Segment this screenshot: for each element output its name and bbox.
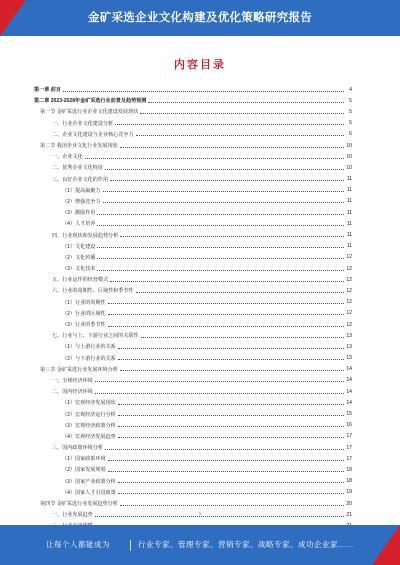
toc-entry-label: （3）激励作用	[62, 210, 96, 217]
toc-entry-label: （3）宏观经济政策分析	[62, 422, 116, 429]
toc-entry-page: 20	[346, 500, 352, 507]
toc-entry[interactable]	[34, 420, 352, 431]
toc-entry-label: 第一节 金矿采选行业企业文化建设发展现状	[40, 109, 139, 116]
toc-entry-page: 11	[346, 220, 352, 227]
toc-dot-leader	[141, 337, 344, 338]
toc-entry-label: （1）行业的周期性	[62, 299, 106, 306]
toc-entry[interactable]	[34, 386, 352, 397]
toc-dot-leader	[115, 124, 344, 125]
toc-entry[interactable]	[34, 106, 352, 117]
toc-dot-leader	[118, 404, 344, 405]
toc-entry-label: 一、行业企业文化建设分析	[52, 120, 114, 127]
toc-entry-label: （2）宏观经济运行分析	[62, 411, 116, 418]
toc-entry-page: 16	[346, 422, 352, 429]
toc-dot-leader	[140, 113, 344, 114]
toc-dot-leader	[108, 471, 344, 472]
footer-red-accent	[372, 525, 400, 565]
toc-dot-leader	[95, 381, 344, 382]
toc-entry-label: 四、行业现状和发展趋势分析	[52, 232, 119, 239]
toc-entry-page: 11	[346, 232, 352, 239]
toc-dot-leader	[108, 326, 344, 327]
toc-entry[interactable]	[34, 162, 352, 173]
toc-entry[interactable]	[34, 151, 352, 162]
toc-entry-label: （4）宏观经济发展趋势	[62, 433, 116, 440]
toc-entry-label: 一、企业文化	[52, 154, 83, 161]
toc-entry-label: 五、行业运作的经营模式	[52, 277, 109, 284]
toc-entry-label: （4）人才培养	[62, 221, 96, 228]
toc-entry-page: 14	[346, 366, 352, 373]
toc-entry-label: 一、全球经济环境	[52, 377, 93, 384]
toc-entry-page: 4	[349, 86, 352, 93]
toc-entry-label: （1）宏观经济发展现状	[62, 400, 116, 407]
toc-dot-leader	[110, 180, 344, 181]
page-number: 1	[198, 511, 202, 516]
toc-entry[interactable]	[34, 308, 352, 319]
toc-entry[interactable]	[34, 397, 352, 408]
toc-entry-page: 12	[346, 321, 352, 328]
toc-entry-label: 三、国内政策环境分析	[52, 445, 103, 452]
toc-dot-leader	[103, 202, 345, 203]
toc-entry-page: 5	[349, 120, 352, 127]
toc-entry[interactable]	[34, 95, 352, 106]
toc-entry-page: 11	[346, 198, 352, 205]
toc-entry-page: 5	[349, 97, 352, 104]
toc-entry[interactable]	[34, 408, 352, 419]
toc-entry[interactable]	[34, 174, 352, 185]
toc-dot-leader	[136, 135, 344, 136]
toc-entry[interactable]	[34, 185, 352, 196]
toc-entry[interactable]	[34, 364, 352, 375]
toc-entry-label: 二、优秀企业文化特征	[52, 165, 103, 172]
toc-entry[interactable]	[34, 218, 352, 229]
toc-entry-page: 6	[349, 131, 352, 138]
toc-entry[interactable]	[34, 330, 352, 341]
toc-entry[interactable]	[34, 285, 352, 296]
toc-entry-page: 21	[346, 511, 352, 518]
toc-dot-leader	[118, 493, 344, 494]
toc-entry-label: 第二节 我国企业文化行业发展现状	[40, 143, 118, 150]
toc-dot-leader	[118, 348, 344, 349]
toc-entry-page: 17	[346, 455, 352, 462]
toc-entry-label: （2）增强竞争力	[62, 198, 101, 205]
toc-entry-page: 14	[346, 399, 352, 406]
toc-dot-leader	[108, 303, 344, 304]
toc-dot-leader	[97, 214, 344, 215]
toc-entry-page: 14	[346, 388, 352, 395]
toc-dot-leader	[97, 258, 344, 259]
toc-dot-leader	[120, 147, 344, 148]
toc-entry-page: 15	[346, 411, 352, 418]
toc-dot-leader	[63, 91, 344, 92]
toc-entry-page: 14	[346, 377, 352, 384]
toc-entry[interactable]	[34, 319, 352, 330]
toc-entry-page: 11	[346, 187, 352, 194]
toc-entry-page: 12	[346, 254, 352, 261]
toc-entry-page: 13	[346, 332, 352, 339]
toc-entry-page: 12	[346, 276, 352, 283]
toc-entry-label: （2）文化传播	[62, 254, 96, 261]
toc-entry[interactable]	[34, 487, 352, 498]
toc-entry-label: （2）与下游行业的关系	[62, 355, 116, 362]
toc-entry[interactable]	[34, 442, 352, 453]
toc-entry-page: 17	[346, 433, 352, 440]
toc-entry[interactable]	[34, 241, 352, 252]
table-of-contents	[34, 84, 352, 543]
toc-heading: 内容目录	[174, 59, 226, 71]
toc-entry-page: 10	[346, 164, 352, 171]
toc-entry[interactable]	[34, 129, 352, 140]
toc-entry-page: 11	[346, 209, 352, 216]
toc-entry[interactable]	[34, 252, 352, 263]
toc-dot-leader	[118, 482, 344, 483]
toc-entry-page: 13	[346, 355, 352, 362]
footer-slogan-right: 行业专家、管理专家、营销专家、战略专家、成功企业家……	[138, 540, 354, 549]
toc-dot-leader	[108, 314, 344, 315]
toc-entry[interactable]	[34, 229, 352, 240]
footer-divider	[130, 540, 131, 551]
toc-entry[interactable]	[34, 431, 352, 442]
toc-entry-page: 18	[346, 466, 352, 473]
toc-entry-page: 12	[346, 287, 352, 294]
toc-entry-label: （2）国家发展规划	[62, 467, 106, 474]
toc-entry-page: 11	[346, 243, 352, 250]
toc-entry[interactable]	[34, 297, 352, 308]
toc-entry[interactable]	[34, 476, 352, 487]
report-footer	[0, 525, 400, 565]
toc-dot-leader	[118, 426, 344, 427]
toc-entry-page: 18	[346, 478, 352, 485]
toc-dot-leader	[118, 359, 344, 360]
toc-entry-page: 10	[346, 142, 352, 149]
toc-entry-label: （1）文化建设	[62, 243, 96, 250]
toc-dot-leader	[120, 505, 344, 506]
toc-entry-label: 三、良好企业文化的作用	[52, 176, 109, 183]
toc-entry[interactable]	[34, 375, 352, 386]
toc-entry-label: （2）行业的区域性	[62, 310, 106, 317]
toc-entry[interactable]	[34, 274, 352, 285]
toc-entry[interactable]	[34, 453, 352, 464]
toc-entry-label: （3）国家产业政策分析	[62, 478, 116, 485]
toc-entry-page: 17	[346, 444, 352, 451]
toc-dot-leader	[97, 225, 344, 226]
toc-dot-leader	[95, 393, 344, 394]
toc-dot-leader	[118, 437, 344, 438]
toc-entry-page: 13	[346, 343, 352, 350]
toc-dot-leader	[120, 236, 344, 237]
toc-entry-label: 第一章 前言	[34, 87, 61, 94]
toc-entry[interactable]	[34, 353, 352, 364]
report-title: 金矿采选企业文化构建及优化策略研究报告	[87, 12, 313, 24]
toc-entry-label: （3）行业的季节性	[62, 322, 106, 329]
toc-entry[interactable]	[34, 207, 352, 218]
toc-entry[interactable]	[34, 498, 352, 509]
toc-dot-leader	[136, 292, 344, 293]
report-header	[0, 0, 400, 36]
toc-entry[interactable]	[34, 196, 352, 207]
toc-entry-page: 12	[346, 299, 352, 306]
toc-entry-label: （3）文化技术	[62, 266, 96, 273]
toc-entry-page: 11	[346, 176, 352, 183]
toc-dot-leader	[105, 449, 344, 450]
toc-dot-leader	[97, 247, 344, 248]
toc-dot-leader	[85, 158, 344, 159]
toc-entry-label: 第三节 金矿采选行业发展环境分析	[40, 366, 118, 373]
toc-entry-label: （1）国家政策环境	[62, 456, 106, 463]
toc-entry-page: 5	[349, 108, 352, 115]
toc-entry-label: 一、行业发展趋势	[52, 512, 93, 519]
toc-entry[interactable]	[34, 464, 352, 475]
toc-entry-label: （1）提高凝聚力	[62, 187, 101, 194]
toc-entry[interactable]	[34, 84, 352, 95]
toc-entry[interactable]	[34, 118, 352, 129]
toc-dot-leader	[110, 281, 344, 282]
toc-entry-page: 12	[346, 265, 352, 272]
toc-entry-label: （4）国家人才引进政策	[62, 489, 116, 496]
toc-entry-label: 二、国内经济环境	[52, 389, 93, 396]
toc-dot-leader	[103, 191, 345, 192]
toc-dot-leader	[105, 169, 344, 170]
toc-entry-label: 第二章 2023-2028年金矿采选行业前景及趋势预测	[34, 98, 147, 105]
footer-slogan-left: 让每个人都能成为	[46, 540, 110, 549]
toc-entry-page: 12	[346, 310, 352, 317]
toc-entry-label: 六、行业的周期性、区域性和季节性	[52, 288, 134, 295]
toc-entry[interactable]	[34, 341, 352, 352]
toc-entry-page: 10	[346, 153, 352, 160]
toc-entry-label: 二、企业文化建设与企业核心竞争力	[52, 131, 134, 138]
toc-dot-leader	[97, 270, 344, 271]
toc-dot-leader	[148, 102, 344, 103]
toc-dot-leader	[120, 370, 344, 371]
toc-entry[interactable]	[34, 140, 352, 151]
toc-entry[interactable]	[34, 263, 352, 274]
toc-dot-leader	[118, 415, 344, 416]
toc-entry-label: 第四节 金矿采选行业发展趋势分析	[40, 501, 118, 508]
toc-entry-page: 19	[346, 489, 352, 496]
toc-entry-label: （1）与上游行业的关系	[62, 344, 116, 351]
toc-dot-leader	[108, 460, 344, 461]
toc-entry-label: 七、行业与上、下游行业之间的关联性	[52, 333, 139, 340]
